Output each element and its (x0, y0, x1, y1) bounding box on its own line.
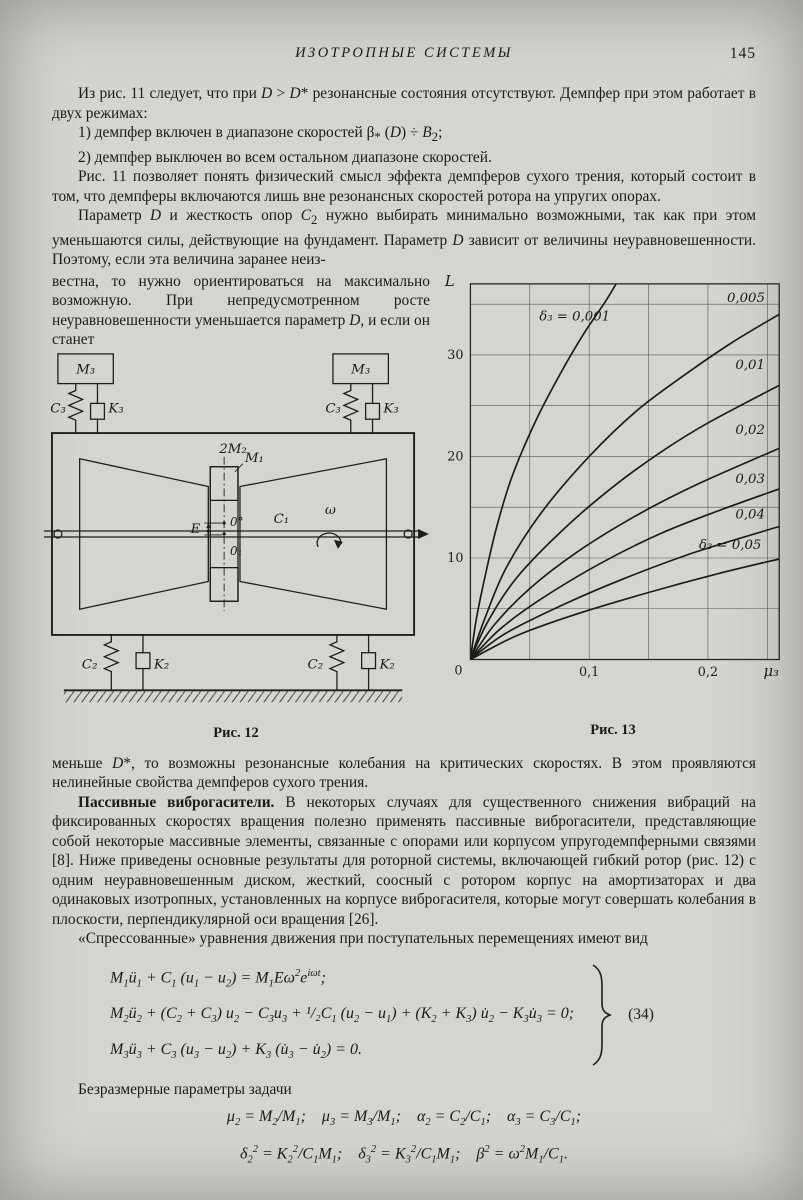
figure-13 (435, 270, 791, 741)
paragraph-parameter-d: Параметр D и жесткость опор $C_2$ нужно выбирать минимально возможными, так как при этом уменьшаются силы, действующие на фундамент. Параметр D зависит от величины неуравновешенности. Поэтому, если эта величина заранее неиз- (52, 207, 756, 269)
page-header (52, 44, 756, 68)
support-right (308, 635, 395, 690)
curve-delta3-0.001 (470, 270, 624, 660)
figures-region (50, 272, 779, 750)
curves-group (470, 270, 779, 660)
plot-frame (470, 284, 779, 660)
paragraph-lead-bold: Пассивные виброгасители. (78, 793, 275, 811)
y-tick-label: 30 (447, 347, 464, 363)
page-content (50, 44, 779, 1174)
y-tick-label: 10 (447, 550, 464, 566)
running-title: ИЗОТРОПНЫЕ СИСТЕМЫ (295, 45, 513, 61)
figure-12-drawing (40, 346, 432, 722)
params-line-2: $\delta_2^2 = K_2^2/C_1M_1$; $\delta_3^2 = K_3^2/C_1M_1$; $\beta^2 = \omega^2M_1/C_1$. (240, 1144, 568, 1166)
label-k3-left: K₃ (108, 400, 124, 416)
paragraph-passive-absorbers-text: В некоторых случаях для существенного снижения вибраций на фиксированных скоростях вращения полезно применять пассивные виброгасители, представляющие собой некоторые массивные элементы, связанные с опорами или корпусом упругодемпферными связями [8]. Ниже приведены основные результаты для роторной системы, включающей гибкий ротор (рис. 12) с одним неуравновешенным диском, жесткий, соосный с ротором корпус на амортизаторах и два одинаковых изотропных, установленных на корпусе виброгасителя, которые могут совершать колебания в плоскости, перпендикулярной оси вращения [26]. (52, 793, 756, 928)
equation-system-34 (110, 959, 756, 1072)
equation-2: $M_2ü_2 + (C_2 + C_3) u_2 - C_3u_3 + ^1/_2C_1$ $(u_2 - u_1) + (K_2 + K_3)$ $u̇_2$ − $K_3u̇_3 = 0$; (110, 1005, 575, 1026)
figure-12-caption: Рис. 12 (213, 724, 259, 741)
support-left (82, 635, 169, 690)
svg-text:M₃: M₃ (76, 362, 96, 378)
eccentricity-dimension (190, 522, 223, 537)
curve-label-delta3-0.02: 0,02 (735, 422, 765, 438)
label-c2-left: C₂ (81, 657, 98, 673)
x-axis-label: μ₃ (763, 662, 779, 680)
curve-delta3-0.005 (470, 314, 779, 659)
params-heading: Безразмерные параметры задачи (78, 1080, 292, 1098)
list-item-regime-1: 1) демпфер включен в диапазоне скоростей $\beta_*$ $(D) \div B_2$; (78, 124, 443, 145)
origin-label: 0 (454, 662, 463, 678)
params-line-1: $\mu_2 = M_2/M_1$; $\mu_3 = M_3/M_1$; $\alpha_2 = C_2/C_1$; $\alpha_3 = C_3/C_1$; (226, 1108, 582, 1129)
ground (64, 690, 402, 702)
figure-13-chart (435, 270, 791, 695)
rotation-omega (317, 503, 343, 549)
paragraph-intro: Из рис. 11 следует, что при D > D* резонансные состояния отсутствуют. Демпфер при этом работает в двух режимах: (52, 85, 756, 122)
curve-label-delta3-0.05: δ₃ = 0,05 (698, 537, 762, 553)
curve-label-delta3-0.03: 0,03 (735, 471, 765, 487)
label-o-center: 0° (230, 514, 244, 529)
equation-3: $M_3ü_3 + C_3$ $(u_3 - u_2) + K_3$ ($u̇_3$ − $u̇_2) = 0$. (110, 1041, 362, 1062)
curve-delta3-0.05 (470, 559, 779, 660)
dimensionless-params (52, 1103, 756, 1174)
narrow-text-column (52, 272, 430, 350)
x-tick-label: 0,2 (697, 664, 719, 680)
equation-lines (110, 959, 574, 1072)
label-c2-right: C₂ (307, 657, 324, 673)
y-axis-label: L (444, 272, 455, 290)
y-tick-label: 20 (447, 449, 464, 465)
curve-label-delta3-0.01: 0,01 (735, 357, 765, 373)
paragraph-after-figures: меньше D*, то возможны резонансные колебания на критических скоростях. В этом проявляются нелинейные свойства демпферов сухого трения. (52, 754, 756, 792)
page-number: 145 (729, 45, 756, 62)
label-c3-right: C₃ (325, 400, 341, 416)
label-c1: C₁ (273, 511, 290, 527)
curve-label-delta3-0.04: 0,04 (735, 507, 765, 523)
absorber-suspension-right (325, 383, 398, 432)
mass-m3-right (333, 354, 388, 384)
svg-text:ω: ω (325, 502, 336, 518)
label-o1: 0₁ (230, 543, 243, 558)
label-c3-left: C₃ (50, 400, 66, 416)
rotor-housing (80, 458, 387, 608)
mass-m3-left (58, 354, 113, 384)
curve-label-delta3-0.005: 0,005 (726, 290, 765, 306)
paragraph-equations-intro: «Спрессованные» уравнения движения при поступательных перемещениях имеют вид (78, 930, 648, 948)
paragraph-fig11-meaning: Рис. 11 позволяет понять физический смысл эффекта демпферов сухого трения, который состоит в том, что демпферы включаются лишь вне резонансных скоростей ротора на упругих опорах. (52, 168, 756, 205)
brace-icon (588, 963, 612, 1067)
svg-text:M₃: M₃ (351, 362, 371, 378)
paragraph-passive-absorbers (52, 793, 756, 930)
equation-1: $M_1ü_1 + C_1$ $(u_1 - u_2) = M_1E\omega^2e^{i\omega t}$; (110, 967, 326, 990)
absorber-suspension-left (50, 383, 123, 432)
paragraph-parameter-d-continued: вестна, то нужно ориентироваться на максимально возможную. При непредусмотренном росте неуравновешенности уменьшается параметр D, и если он станет (52, 272, 430, 349)
figure-13-caption: Рис. 13 (590, 721, 636, 738)
label-e: E (190, 521, 201, 537)
label-k2-left: K₂ (153, 657, 170, 673)
label-k3-right: K₃ (383, 400, 399, 416)
list-item-regime-2: 2) демпфер выключен во всем остальном диапазоне скоростей. (78, 148, 492, 166)
label-m1: M₁ (244, 450, 264, 466)
curve-delta3-0.03 (470, 489, 779, 660)
curve-label-delta3-0.001: δ₃ = 0,001 (539, 309, 611, 325)
label-k2-right: K₂ (379, 657, 395, 673)
svg-text:2M₂: 2M₂ (219, 441, 247, 457)
figure-12 (40, 346, 432, 744)
shaft (44, 529, 429, 539)
equation-number: (34) (628, 1006, 654, 1024)
x-tick-label: 0,1 (579, 664, 600, 680)
